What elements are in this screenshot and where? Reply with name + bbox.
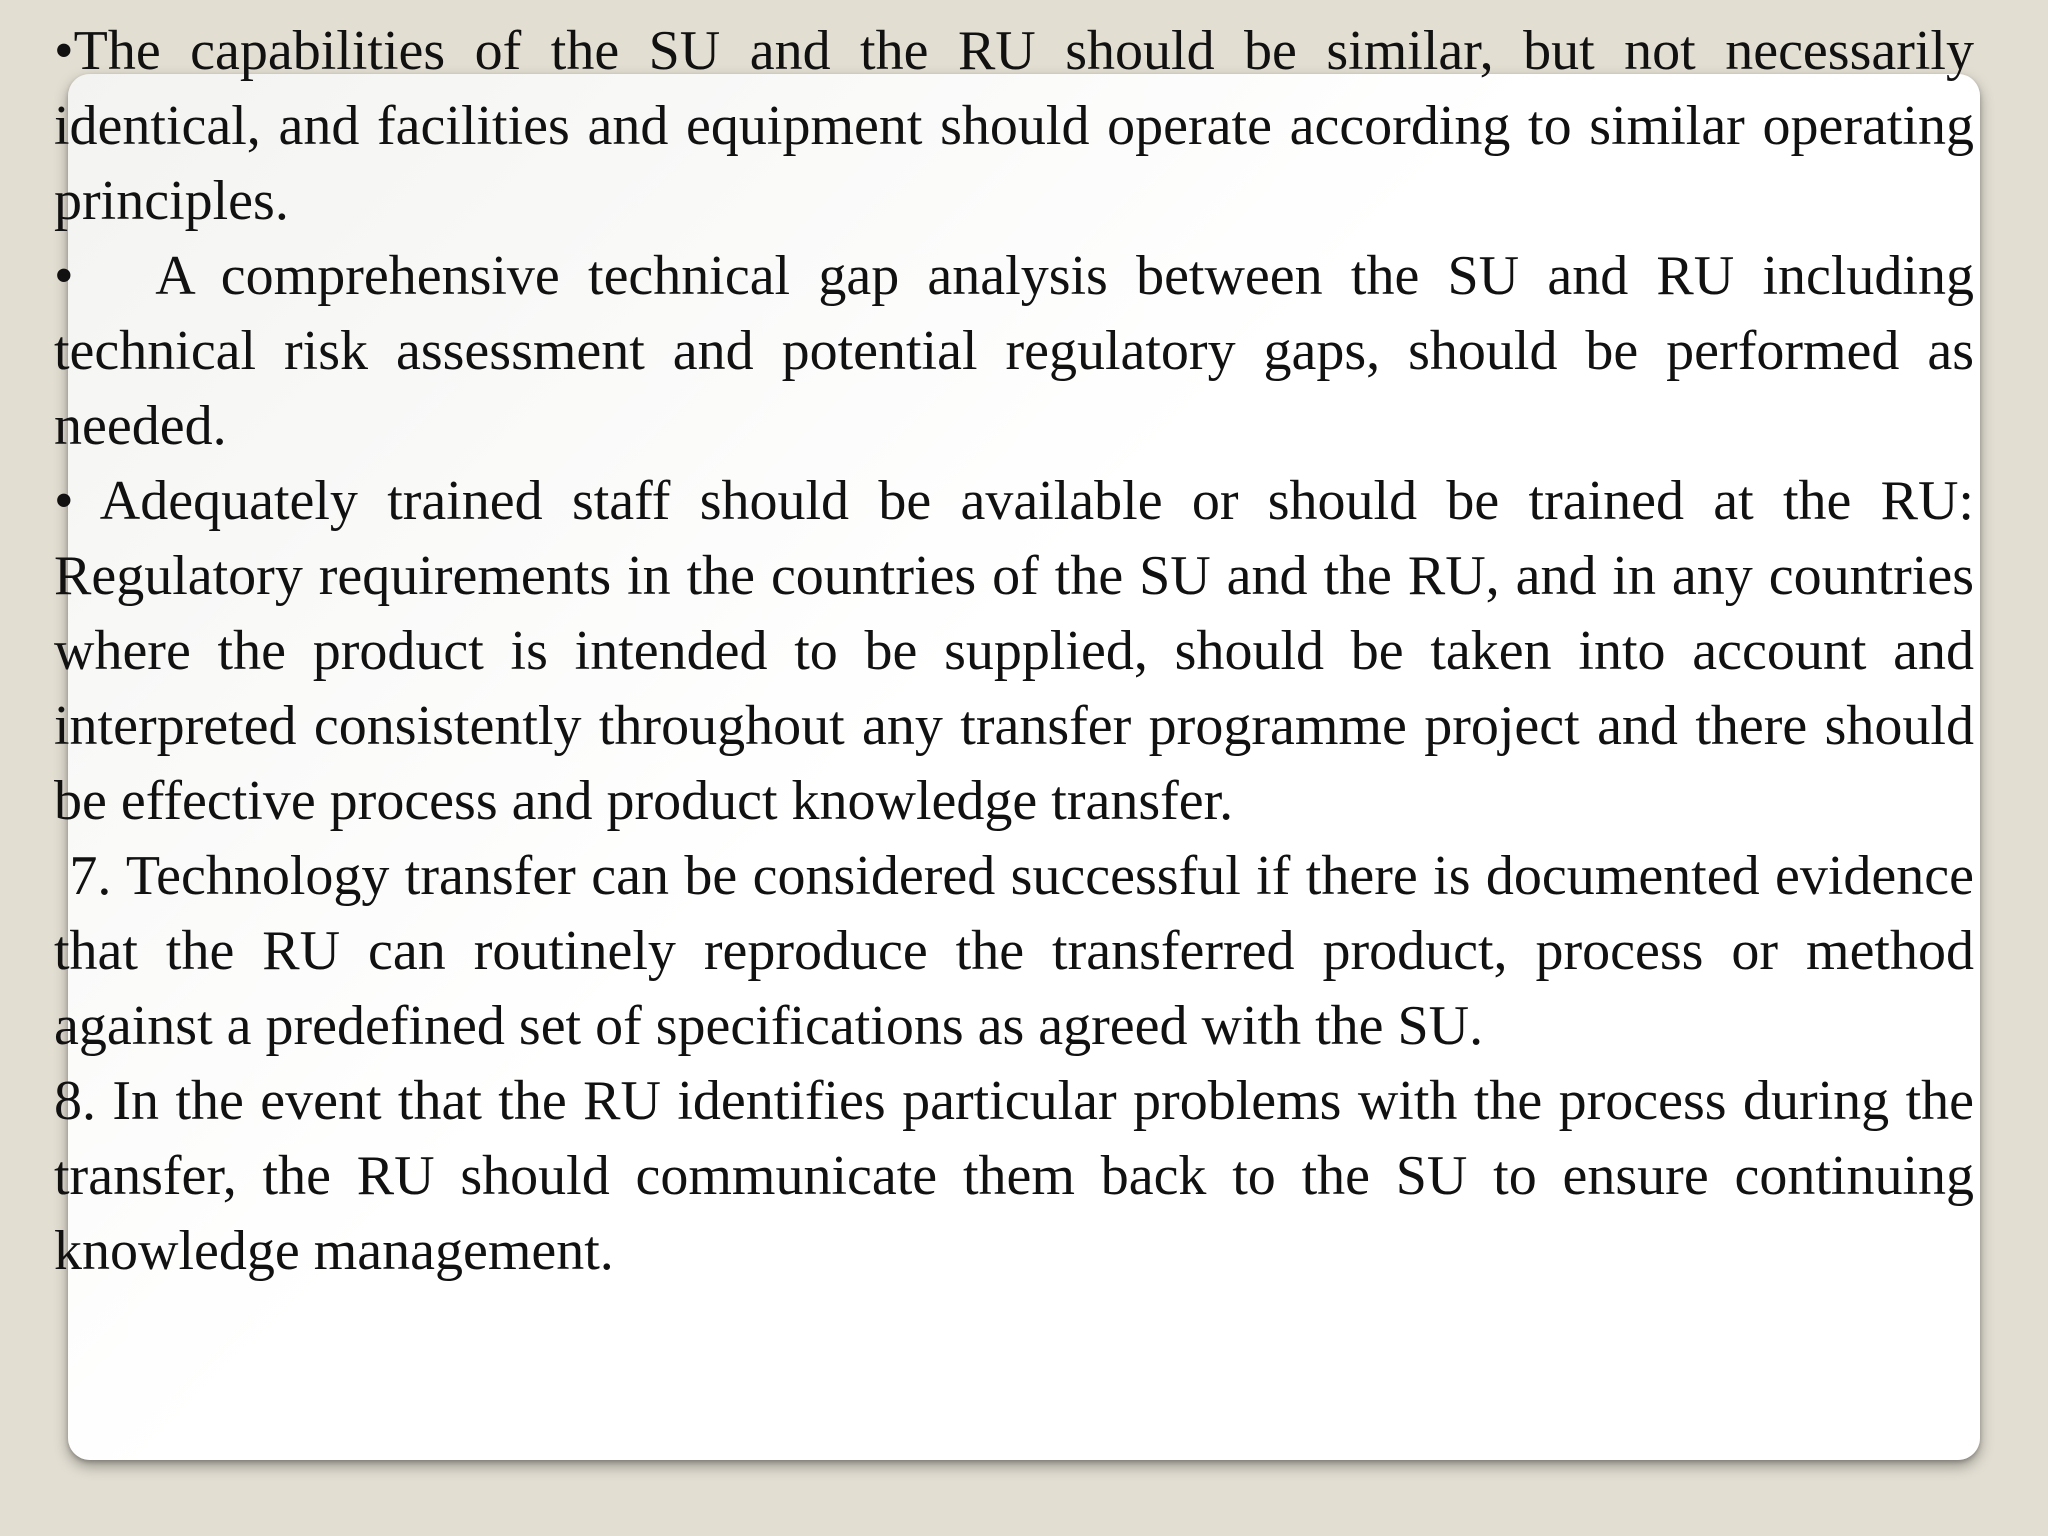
paragraph-item-8: 8. In the event that the RU identifies particular problems with the process during the transfer, the RU should communicate them back to the SU to ensure continuing knowledge management. [54,1070,1974,1282]
paragraph-trained-staff: • Adequately trained staff should be available or should be trained at the RU: Regulatory requirements in the countries of the SU and the RU, and in any countries where the product is intended to be supplied, should be taken into account and interpreted consistently throughout any transfer programme project and there should be effective process and product knowledge transfer. [54,470,1974,832]
paragraph-item-7: 7. Technology transfer can be considered successful if there is documented evidence that the RU can routinely reproduce the transferred product, process or method against a predefined set of specifications as agreed with the SU. [54,845,1988,1057]
slide-body-text [54,14,1988,1289]
paragraph-capabilities: •The capabilities of the SU and the RU should be similar, but not necessarily identical, and facilities and equipment should operate according to similar operating principles. [54,20,1974,232]
paragraph-gap-analysis: • A comprehensive technical gap analysis between the SU and RU including technical risk assessment and potential regulatory gaps, should be performed as needed. [54,245,1988,457]
